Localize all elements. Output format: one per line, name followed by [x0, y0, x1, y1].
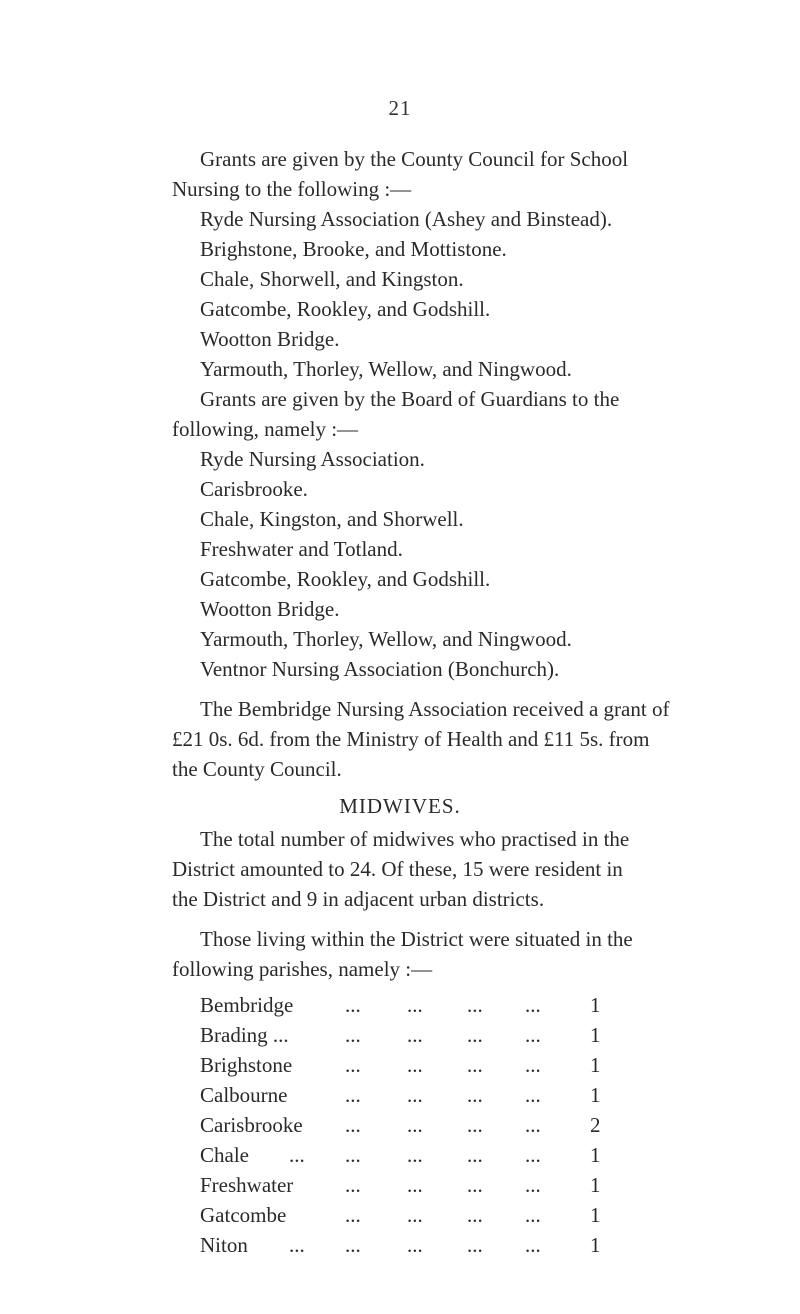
midwives-p2-line2: following parishes, namely :— — [172, 957, 433, 981]
school-nursing-intro-line1: Grants are given by the County Council for School — [200, 147, 629, 171]
guardians-item: Ventnor Nursing Association (Bonchurch). — [200, 657, 560, 681]
parish-count: 1 — [590, 1203, 601, 1227]
parish-name: Brading ... — [200, 1023, 289, 1047]
parish-name: Calbourne — [200, 1083, 288, 1107]
parish-row: Brighstone ... ... ... ... 1 — [200, 1050, 600, 1080]
guardians-item: Ryde Nursing Association. — [200, 447, 425, 471]
parish-name: Gatcombe — [200, 1203, 287, 1227]
parish-count: 1 — [590, 1023, 601, 1047]
parish-row: Bembridge ... ... ... ... 1 — [200, 990, 600, 1020]
bembridge-line1: The Bembridge Nursing Association received a grant of — [200, 697, 670, 721]
parish-row: Brading ... ... ... ... ... 1 — [200, 1020, 600, 1050]
school-nursing-item: Ryde Nursing Association (Ashey and Binstead). — [200, 207, 613, 231]
school-nursing-intro-line2: Nursing to the following :— — [172, 177, 412, 201]
guardians-intro-line1: Grants are given by the Board of Guardians to the — [200, 387, 620, 411]
parish-count: 2 — [590, 1113, 601, 1137]
parish-count: 1 — [590, 1233, 601, 1257]
midwives-p1-line3: the District and 9 in adjacent urban districts. — [172, 887, 545, 911]
midwives-p1-line2: District amounted to 24. Of these, 15 were resident in — [172, 857, 623, 881]
bembridge-line3: the County Council. — [172, 757, 342, 781]
parish-row: Chale ... ... ... ... ... 1 — [200, 1140, 600, 1170]
page-number: 21 — [388, 96, 412, 120]
guardians-item: Wootton Bridge. — [200, 597, 340, 621]
guardians-item: Freshwater and Totland. — [200, 537, 403, 561]
guardians-intro-line2: following, namely :— — [172, 417, 359, 441]
midwives-heading: MIDWIVES. — [339, 794, 461, 818]
school-nursing-item: Wootton Bridge. — [200, 327, 340, 351]
school-nursing-item: Brighstone, Brooke, and Mottistone. — [200, 237, 507, 261]
parish-count: 1 — [590, 993, 601, 1017]
parish-count: 1 — [590, 1083, 601, 1107]
parish-name: Niton — [200, 1233, 248, 1257]
school-nursing-item: Yarmouth, Thorley, Wellow, and Ningwood. — [200, 357, 572, 381]
parish-row: Calbourne ... ... ... ... 1 — [200, 1080, 600, 1110]
guardians-item: Chale, Kingston, and Shorwell. — [200, 507, 464, 531]
guardians-item: Carisbrooke. — [200, 477, 308, 501]
school-nursing-item: Gatcombe, Rookley, and Godshill. — [200, 297, 491, 321]
parish-name: Bembridge — [200, 993, 294, 1017]
parish-count: 1 — [590, 1053, 601, 1077]
parish-name: Chale — [200, 1143, 249, 1167]
parish-row: Gatcombe ... ... ... ... 1 — [200, 1200, 600, 1230]
parish-name: Brighstone — [200, 1053, 293, 1077]
midwives-p1-line1: The total number of midwives who practised in the — [200, 827, 630, 851]
parish-row: Niton ... ... ... ... ... 1 — [200, 1230, 600, 1260]
midwives-p2-line1: Those living within the District were situated in the — [200, 927, 633, 951]
school-nursing-item: Chale, Shorwell, and Kingston. — [200, 267, 464, 291]
parish-count: 1 — [590, 1173, 601, 1197]
parish-row: Freshwater ... ... ... ... 1 — [200, 1170, 600, 1200]
bembridge-line2: £21 0s. 6d. from the Ministry of Health and £11 5s. from — [172, 727, 650, 751]
guardians-item: Yarmouth, Thorley, Wellow, and Ningwood. — [200, 627, 572, 651]
guardians-item: Gatcombe, Rookley, and Godshill. — [200, 567, 491, 591]
parish-count: 1 — [590, 1143, 601, 1167]
parish-name: Freshwater — [200, 1173, 294, 1197]
parish-row: Carisbrooke ... ... ... ... 2 — [200, 1110, 600, 1140]
parish-name: Carisbrooke — [200, 1113, 303, 1137]
